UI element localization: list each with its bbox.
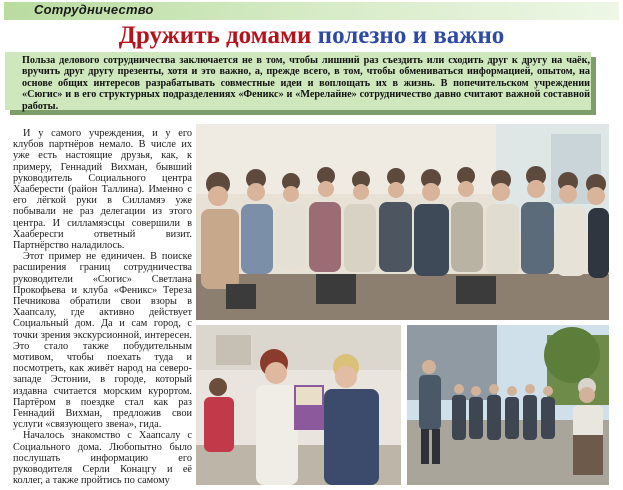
photo-gift [196, 325, 401, 485]
body-column [13, 128, 192, 490]
body-paragraph: Началось знакомство с Хаапсалу с Социального дома. Любопытно было послушать информацию его руководителя Серли Конацгу и её коллег, а также пройтись по самому [13, 430, 192, 487]
headline-part-blue: полезно и важно [317, 22, 505, 49]
rubric-label: Сотрудничество [34, 2, 154, 17]
body-paragraph: И у самого учреждения, и у его клубов партнёров немало. В числе их уже есть настоящие друзья, как, к примеру, Геннадий Вихман, бывший руководитель Социального центра Хааберести (район Таллина). Именно с его лёгкой руки в Силламяэ уже побывали не раз делегации из этого центра. И силламяэсцы совершили в Хаабересги ответный визит. Партнёрство наладилось. [13, 128, 192, 252]
headline-part-red: Дружить домами [118, 22, 312, 49]
body-paragraph: Этот пример не единичен. В поиске расширения границ сотрудничества руководители «Сюгис» Светлана Прокофьева и клуба «Феникс» Тереза Печникова обратили свои взоры в Хаапсалу, где активно действует Социальный дом. Да и сам город, с точки зрения экскурсионной, интересен. Это стало также побудительным мотивом, чтобы поехать туда и посмотреть, как живёт народ на северо-западе Эстонии, в городе, который издавна считается морским курортом. Партёром в поездке стал как раз Геннадий Вихман, предложив свои услуги «связующего звена», гида. [13, 251, 192, 431]
photo-audience [196, 124, 609, 320]
photo-walk [407, 325, 609, 485]
article-headline [0, 22, 623, 50]
lead-paragraph: Польза делового сотрудничества заключается не в том, чтобы лишний раз съездить или сходить друг к другу на чаёк, вручить друг другу презенты, хотя и это важно, а, прежде всего, в том, чтобы обмениваться информацией, опытом, на основе общих интересов разрабатывать совместные идеи и воплощать их в жизнь. В попечительском учреждении «Сюгис» и в его структурных подразделениях «Феникс» и «Мерелайне» сотрудничество давно считают важной составной работы. [22, 55, 590, 112]
